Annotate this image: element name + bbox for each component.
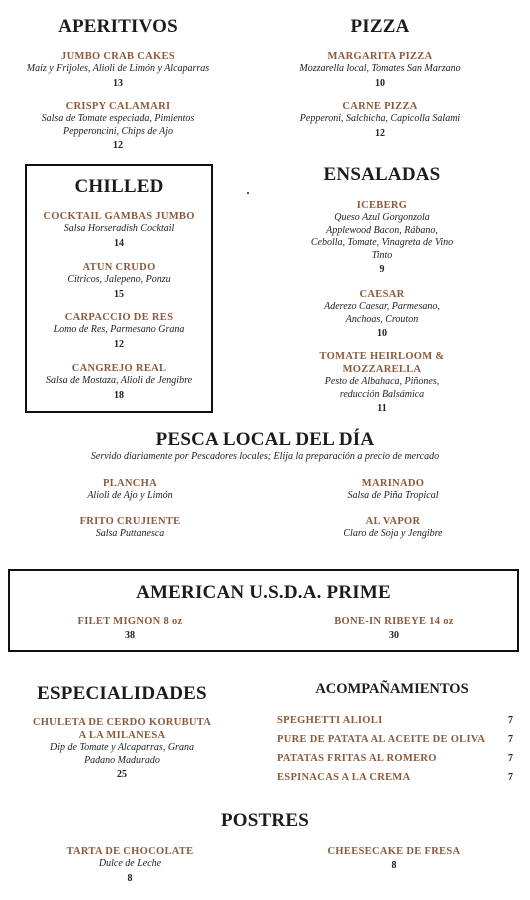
item-name: COCKTAIL GAMBAS JUMBO (43, 211, 195, 222)
item-price: 12 (113, 140, 123, 151)
item-desc: Citricos, Jalepeno, Ponzu (67, 274, 171, 285)
item-name: CHULETA DE CERDO KORUBUTA (32, 717, 212, 728)
item-name: PLANCHA (102, 478, 157, 489)
section-title-pesca: PESCA LOCAL DEL DÍA (155, 429, 375, 450)
item-desc: Dip de Tomate y Alcaparras, Grana (50, 742, 194, 753)
item-price: 11 (377, 403, 387, 414)
item-desc: Salsa de Piña Tropical (347, 490, 439, 501)
item-name: CRISPY CALAMARI (65, 101, 171, 112)
item-name: CANGREJO REAL (71, 363, 167, 374)
section-title-prime: AMERICAN U.S.D.A. PRIME (136, 582, 391, 603)
menu-item (268, 199, 496, 276)
item-price: 14 (114, 237, 124, 249)
menu-item (25, 210, 213, 250)
section-title-especialidades: ESPECIALIDADES (37, 683, 207, 704)
stray-mark (247, 192, 249, 194)
item-name: CHEESECAKE DE FRESA (327, 846, 461, 857)
item-desc: reducción Balsámica (339, 388, 425, 400)
item-desc: Tinto (371, 249, 393, 261)
item-price: 8 (391, 860, 397, 871)
item-price: 10 (377, 328, 387, 339)
item-name: CAESAR (359, 289, 405, 300)
section-title-aperitivos: APERITIVOS (58, 16, 178, 37)
side-item (277, 733, 513, 747)
item-desc: Salsa Puttanesca (95, 528, 165, 539)
menu-item (12, 716, 232, 781)
menu-item (268, 350, 496, 415)
menu-item (8, 50, 228, 90)
item-price: 12 (114, 338, 124, 350)
menu-item (25, 362, 213, 402)
item-desc: Maíz y Frijoles, Alioli de Limón y Alcaparras (26, 63, 210, 74)
item-desc: Padano Madurado (84, 754, 160, 766)
item-desc: Cebolla, Tomate, Vinagreta de Vino (310, 237, 454, 248)
item-desc: Queso Azul Gorgonzola (334, 212, 430, 223)
item-price: 30 (389, 630, 399, 641)
menu-item (284, 615, 504, 642)
menu-item (283, 477, 503, 503)
item-desc: Salsa de Tomate especiada, Pimientos (41, 113, 195, 124)
item-desc: Salsa de Mostaza, Alioli de Jengibre (45, 375, 193, 386)
item-desc: Anchoas, Crouton (345, 313, 419, 325)
item-price: 12 (375, 127, 385, 139)
item-name: AL VAPOR (365, 516, 421, 527)
section-title-chilled: CHILLED (74, 176, 164, 197)
item-price: 18 (114, 389, 124, 401)
menu-item (270, 50, 490, 90)
menu-item (25, 261, 213, 301)
menu-item (283, 515, 503, 541)
item-price: 7 (508, 734, 513, 745)
item-name: CARPACCIO DE RES (64, 312, 174, 323)
item-desc: Lomo de Res, Parmesano Grana (53, 324, 185, 335)
section-title-postres: POSTRES (221, 810, 309, 831)
item-price: 7 (508, 715, 513, 726)
item-desc: Applewood Bacon, Rábano, (326, 224, 438, 236)
item-name: ICEBERG (356, 200, 408, 211)
item-price: 38 (125, 630, 135, 641)
section-title-ensaladas: ENSALADAS (323, 164, 441, 185)
section-title-pizza: PIZZA (350, 16, 410, 37)
pesca-subtitle: Servido diariamente por Pescadores locales; Elija la preparación a precio de mercado (90, 451, 440, 462)
item-name: BONE-IN RIBEYE 14 oz (334, 616, 454, 627)
item-desc: Pepperoncini, Chips de Ajo (63, 125, 173, 137)
item-name: MARINADO (361, 478, 425, 489)
item-desc: Pepperoni, Salchicha, Capicolla Salami (299, 113, 461, 124)
item-name: PURE DE PATATA AL ACEITE DE OLIVA (277, 734, 486, 745)
item-name: MARGARITA PIZZA (327, 51, 433, 62)
item-name: PATATAS FRITAS AL ROMERO (277, 753, 437, 764)
item-name: TARTA DE CHOCOLATE (66, 846, 194, 857)
item-name: FRITO CRUJIENTE (79, 516, 181, 527)
item-price: 9 (379, 264, 385, 275)
item-price: 25 (117, 769, 127, 780)
item-price: 8 (127, 872, 133, 884)
item-desc: Claro de Soja y Jengibre (343, 528, 443, 539)
item-price: 10 (375, 77, 385, 89)
menu-item (20, 615, 240, 642)
menu-item (268, 288, 496, 340)
item-price: 15 (114, 288, 124, 300)
item-name: JUMBO CRAB CAKES (61, 51, 175, 62)
side-item (277, 771, 513, 785)
menu-item (284, 845, 504, 872)
item-name: SPEGHETTI ALIOLI (277, 715, 383, 726)
menu-item (270, 100, 490, 140)
item-desc: Mozzarella local, Tomates San Marzano (299, 63, 461, 74)
item-desc: Alioli de Ajo y Limón (87, 490, 173, 501)
item-name: A LA MILANESA (78, 730, 166, 741)
item-name: CARNE PIZZA (342, 101, 418, 112)
item-name: ESPINACAS A LA CREMA (277, 772, 411, 783)
side-item (277, 752, 513, 766)
menu-item (20, 515, 240, 541)
item-desc: Dulce de Leche (98, 858, 162, 869)
section-title-acompanamientos: ACOMPAÑAMIENTOS (315, 681, 469, 697)
item-name: TOMATE HEIRLOOM & (319, 351, 445, 362)
item-name: ATUN CRUDO (82, 262, 156, 273)
menu-item (25, 311, 213, 351)
menu-item (20, 477, 240, 503)
side-item (277, 714, 513, 728)
menu-item (8, 100, 228, 152)
item-name: FILET MIGNON 8 oz (77, 616, 183, 627)
item-desc: Aderezo Caesar, Parmesano, (324, 301, 440, 312)
item-price: 7 (508, 753, 513, 764)
menu-item (20, 845, 240, 885)
item-price: 13 (113, 77, 123, 89)
item-desc: Salsa Horseradish Cocktail (63, 223, 175, 234)
item-desc: Pesto de Albahaca, Piñones, (324, 376, 440, 387)
item-name: MOZZARELLA (342, 364, 422, 375)
item-price: 7 (508, 772, 513, 783)
